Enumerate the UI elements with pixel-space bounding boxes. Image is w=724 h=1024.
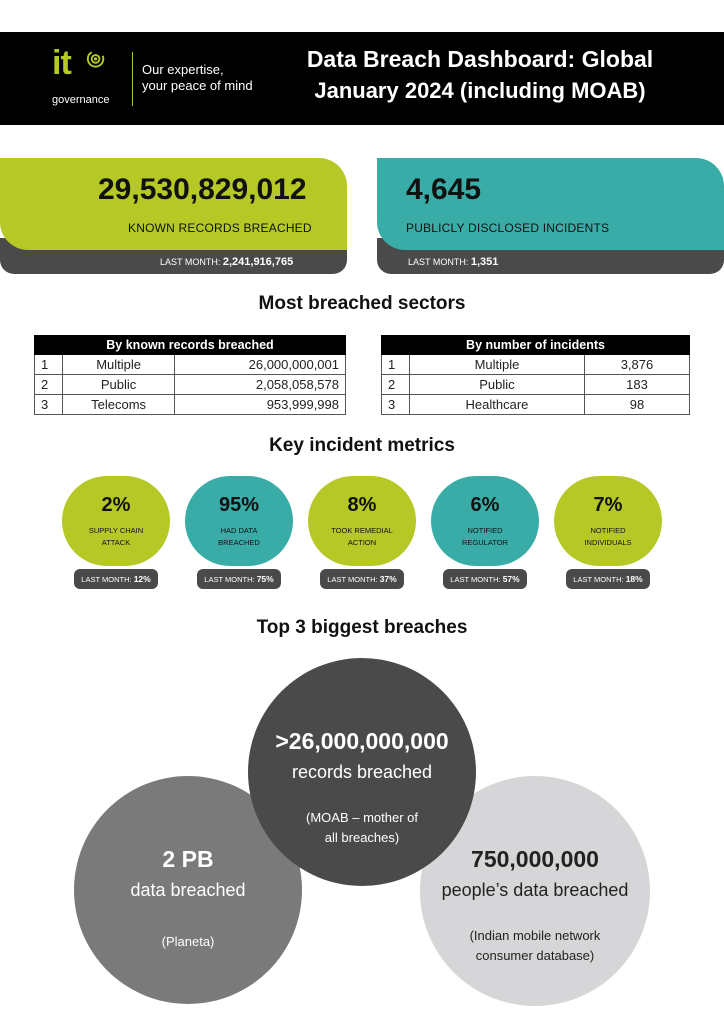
value-cell: 26,000,000,001 xyxy=(175,355,346,375)
table-row xyxy=(35,375,346,395)
metric-last-month-pill xyxy=(443,569,527,589)
pill-value: 57% xyxy=(502,574,520,584)
breach-desc: data breached xyxy=(130,880,246,900)
pill-value: 12% xyxy=(133,574,151,584)
breach-note-line2: all breaches) xyxy=(324,830,400,845)
metric-label-line2: INDIVIDUALS xyxy=(584,538,632,547)
metric-pct: 8% xyxy=(347,494,377,516)
metric-label-line1: SUPPLY CHAIN xyxy=(88,526,144,535)
by-incidents-header: By number of incidents xyxy=(382,336,690,355)
pill-value: 18% xyxy=(625,574,643,584)
metric-label xyxy=(439,525,531,549)
metric-had-data-breached xyxy=(185,476,293,566)
metric-label-line2: ACTION xyxy=(347,538,377,547)
sectors-by-records-table xyxy=(34,335,346,415)
value-cell: 98 xyxy=(584,395,689,415)
breach-note-line1: (Indian mobile network xyxy=(469,928,601,943)
incidents-last-month xyxy=(408,256,498,268)
table-row xyxy=(35,395,346,415)
logo-divider xyxy=(132,52,133,106)
metric-last-month-pill xyxy=(320,569,404,589)
sector-cell: Multiple xyxy=(410,355,585,375)
page-title xyxy=(290,44,670,106)
metric-label-line1: HAD DATA xyxy=(220,526,258,535)
pill-label: LAST MONTH: xyxy=(573,575,624,584)
breach-value: >26,000,000,000 xyxy=(275,728,449,754)
metric-last-month-pill xyxy=(74,569,158,589)
it-governance-logo-icon xyxy=(82,46,122,86)
pill-label: LAST MONTH: xyxy=(81,575,132,584)
metric-label-line1: TOOK REMEDIAL xyxy=(331,526,393,535)
metric-label-line2: BREACHED xyxy=(218,538,260,547)
sector-cell: Multiple xyxy=(63,355,175,375)
breach-note xyxy=(248,808,476,848)
metric-last-month-pill xyxy=(197,569,281,589)
records-label: KNOWN RECORDS BREACHED xyxy=(128,221,312,235)
table-row xyxy=(35,355,346,375)
metric-label-line2: REGULATOR xyxy=(462,538,508,547)
breach-desc: people’s data breached xyxy=(441,880,629,900)
metric-label xyxy=(562,525,654,549)
incidents-last-month-value: 1,351 xyxy=(470,256,499,268)
records-last-month-value: 2,241,916,765 xyxy=(222,256,294,268)
metric-last-month-pill xyxy=(566,569,650,589)
breach-desc: records breached xyxy=(291,762,433,782)
pill-label: LAST MONTH: xyxy=(204,575,255,584)
breach-note-line1: (MOAB – mother of xyxy=(306,810,418,825)
breach-value: 2 PB xyxy=(162,846,214,872)
page-title-line2: January 2024 (including MOAB) xyxy=(314,78,646,103)
metric-label-line1: NOTIFIED xyxy=(590,526,626,535)
sector-cell: Public xyxy=(63,375,175,395)
page-title-line1: Data Breach Dashboard: Global xyxy=(306,46,654,72)
breach-value: 750,000,000 xyxy=(471,846,599,872)
rank-cell: 2 xyxy=(35,375,63,395)
tagline-line2: your peace of mind xyxy=(142,78,253,93)
metric-pct: 2% xyxy=(101,494,131,516)
pill-value: 75% xyxy=(256,574,274,584)
rank-cell: 1 xyxy=(382,355,410,375)
metric-label xyxy=(316,525,408,549)
table-row xyxy=(382,375,690,395)
records-value: 29,530,829,012 xyxy=(98,173,307,206)
rank-cell: 1 xyxy=(35,355,63,375)
tagline-line1: Our expertise, xyxy=(142,62,224,77)
incidents-value: 4,645 xyxy=(406,173,482,206)
by-records-header: By known records breached xyxy=(35,336,346,355)
metric-label xyxy=(70,525,162,549)
breach-moab-circle xyxy=(248,658,476,886)
incidents-last-month-label: LAST MONTH: xyxy=(408,257,469,267)
sectors-title: Most breached sectors xyxy=(258,293,466,314)
records-last-month-label: LAST MONTH: xyxy=(160,257,221,267)
metric-pct: 6% xyxy=(470,494,500,516)
sector-cell: Public xyxy=(410,375,585,395)
value-cell: 183 xyxy=(584,375,689,395)
pill-label: LAST MONTH: xyxy=(450,575,501,584)
metric-remedial-action xyxy=(308,476,416,566)
logo-it-text: it xyxy=(52,44,71,82)
breach-note-line2: consumer database) xyxy=(475,948,595,963)
metric-notified-regulator xyxy=(431,476,539,566)
metrics-title: Key incident metrics xyxy=(269,435,455,456)
metric-pct: 95% xyxy=(218,494,260,516)
pill-label: LAST MONTH: xyxy=(327,575,378,584)
breach-note: (Planeta) xyxy=(161,934,215,949)
metric-pct: 7% xyxy=(593,494,623,516)
sectors-by-incidents-table xyxy=(381,335,690,415)
breaches-title: Top 3 biggest breaches xyxy=(256,617,468,638)
metric-label xyxy=(193,525,285,549)
sector-cell: Telecoms xyxy=(63,395,175,415)
logo-governance-text: governance xyxy=(52,94,110,106)
table-row xyxy=(382,355,690,375)
rank-cell: 2 xyxy=(382,375,410,395)
rank-cell: 3 xyxy=(35,395,63,415)
sector-cell: Healthcare xyxy=(410,395,585,415)
records-last-month xyxy=(160,256,293,268)
pill-value: 37% xyxy=(379,574,397,584)
rank-cell: 3 xyxy=(382,395,410,415)
breach-note xyxy=(420,926,650,966)
value-cell: 953,999,998 xyxy=(175,395,346,415)
table-row xyxy=(382,395,690,415)
metric-notified-individuals xyxy=(554,476,662,566)
value-cell: 3,876 xyxy=(584,355,689,375)
incidents-label: PUBLICLY DISCLOSED INCIDENTS xyxy=(406,221,610,235)
metric-supply-chain xyxy=(62,476,170,566)
metric-label-line1: NOTIFIED xyxy=(467,526,503,535)
metric-label-line2: ATTACK xyxy=(101,538,131,547)
tagline xyxy=(142,62,253,94)
value-cell: 2,058,058,578 xyxy=(175,375,346,395)
